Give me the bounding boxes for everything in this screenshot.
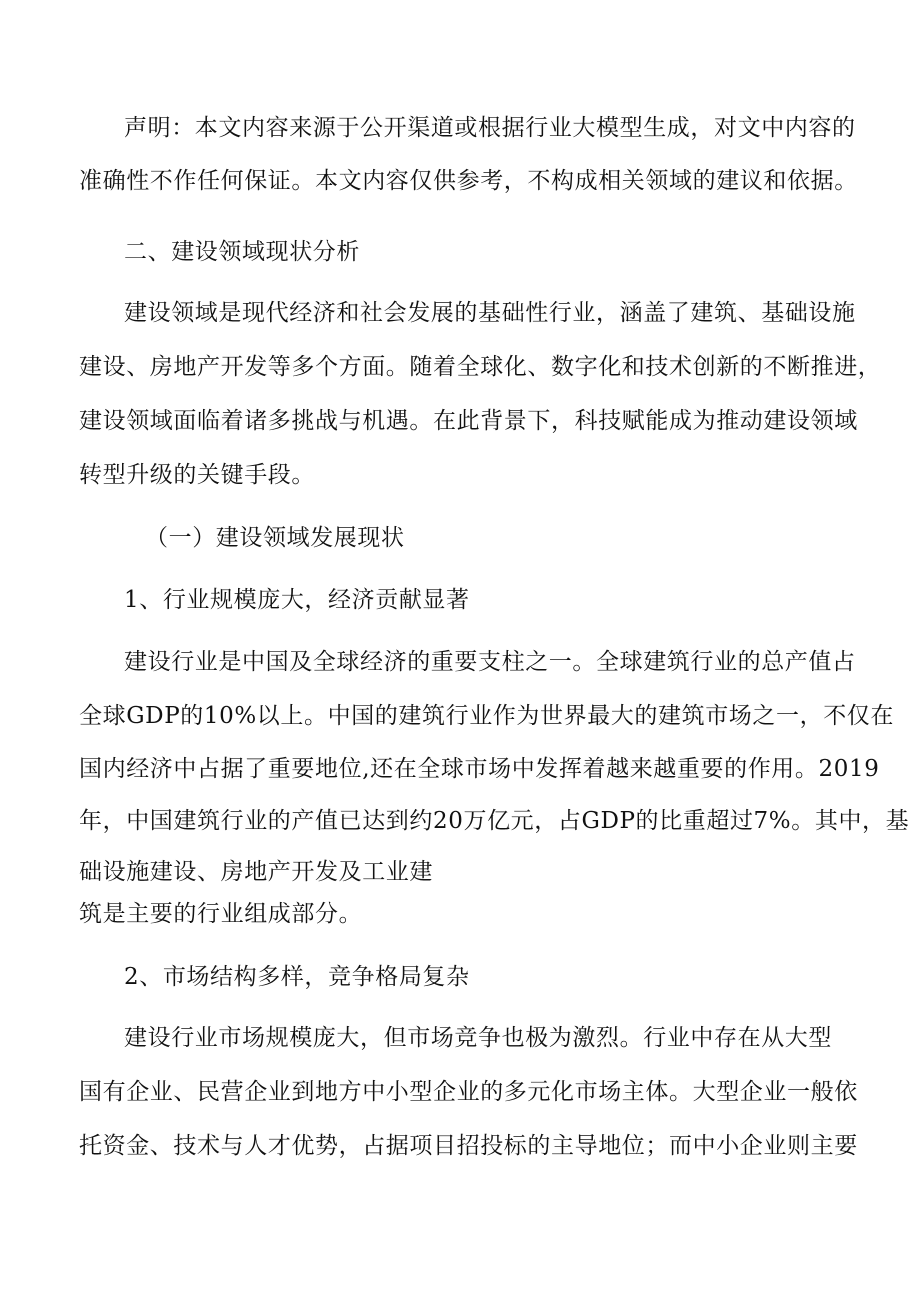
item2-line-2: 国有企业、民营企业到地方中小型企业的多元化市场主体。大型企业一般依 bbox=[79, 1079, 858, 1105]
item1-line-6: 筑是主要的行业组成部分。 bbox=[79, 901, 363, 927]
item1-heading: 1、行业规模庞大，经济贡献显著 bbox=[124, 587, 470, 613]
intro-line-3: 建设领域面临着诸多挑战与机遇。在此背景下，科技赋能成为推动建设领域 bbox=[79, 408, 858, 434]
intro-line-4: 转型升级的关键手段。 bbox=[79, 462, 315, 488]
subsection-heading: （一）建设领域发展现状 bbox=[145, 525, 405, 551]
disclaimer-line-1: 声明：本文内容来源于公开渠道或根据行业大模型生成，对文中内容的 bbox=[124, 115, 856, 141]
item2-line-1: 建设行业市场规模庞大，但市场竞争也极为激烈。行业中存在从大型 bbox=[124, 1025, 832, 1051]
item1-line-2: 全球GDP的10%以上。中国的建筑行业作为世界最大的建筑市场之一，不仅在 bbox=[79, 703, 895, 729]
item2-line-3: 托资金、技术与人才优势，占据项目招投标的主导地位；而中小企业则主要 bbox=[79, 1133, 858, 1159]
intro-line-1: 建设领域是现代经济和社会发展的基础性行业，涵盖了建筑、基础设施 bbox=[124, 300, 856, 326]
item1-line-4: 年，中国建筑行业的产值已达到约20万亿元，占GDP的比重超过7%。其中，基 bbox=[79, 808, 910, 834]
item1-line-5: 础设施建设、房地产开发及工业建 bbox=[79, 859, 433, 885]
item1-line-3: 国内经济中占据了重要地位,还在全球市场中发挥着越来越重要的作用。2019 bbox=[79, 756, 880, 782]
item2-heading: 2、市场结构多样，竞争格局复杂 bbox=[124, 964, 470, 990]
section-heading: 二、建设领域现状分析 bbox=[124, 239, 360, 265]
item1-line-1: 建设行业是中国及全球经济的重要支柱之一。全球建筑行业的总产值占 bbox=[124, 649, 856, 675]
disclaimer-line-2: 准确性不作任何保证。本文内容仅供参考，不构成相关领域的建议和依据。 bbox=[79, 168, 858, 194]
intro-line-2: 建设、房地产开发等多个方面。随着全球化、数字化和技术创新的不断推进， bbox=[79, 354, 882, 380]
